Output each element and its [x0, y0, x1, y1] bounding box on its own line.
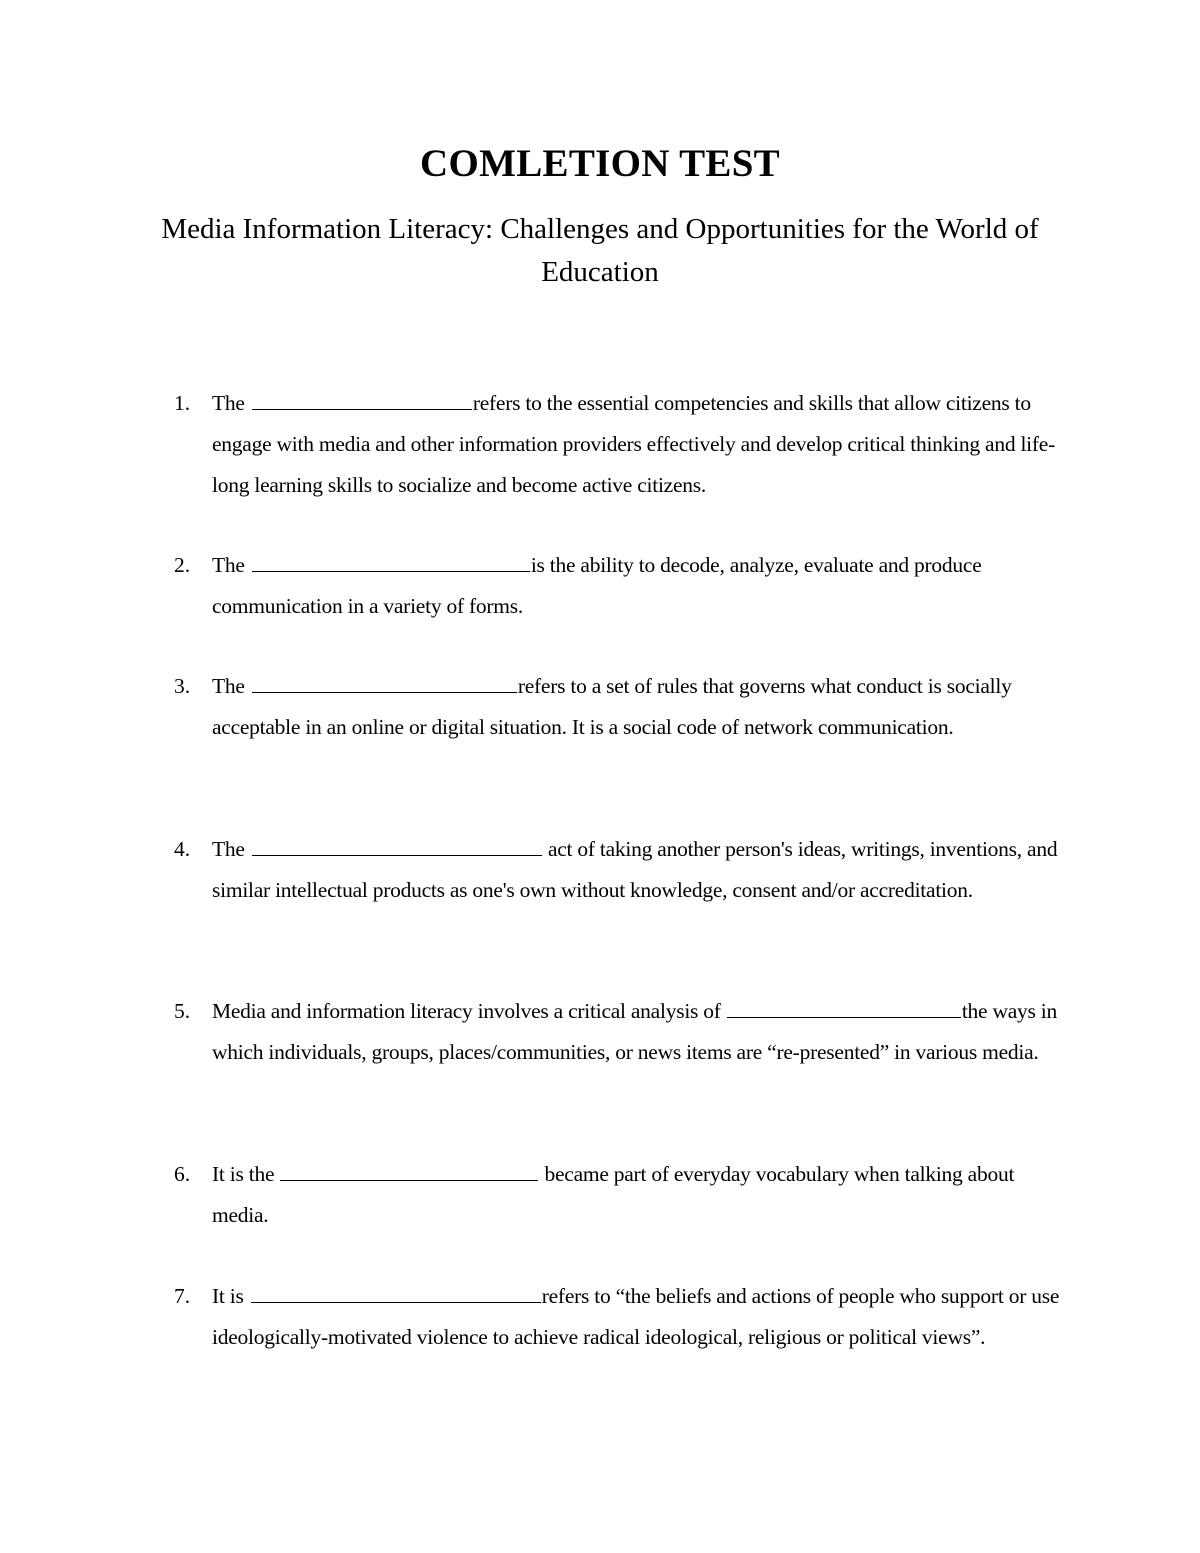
- question-text-before: It is: [212, 1284, 244, 1308]
- question-text-before: It is the: [212, 1162, 275, 1186]
- answer-blank[interactable]: [280, 1161, 538, 1181]
- question-text-before: The: [212, 391, 245, 415]
- question-text-before: The: [212, 674, 245, 698]
- answer-blank[interactable]: [252, 836, 542, 856]
- page-subtitle: Media Information Literacy: Challenges and Opportunities for the World of Education: [161, 213, 1039, 288]
- question-text-after: refers to a set of rules that governs what conduct is socially acceptable in an online or digital situation. It is a social code of network communication.: [212, 674, 1012, 739]
- answer-blank[interactable]: [727, 998, 961, 1018]
- question-text-after: is the ability to decode, analyze, evaluate and produce communication in a variety of forms.: [212, 553, 982, 618]
- question-text-after: act of taking another person's ideas, writings, inventions, and similar intellectual products as one's own without knowledge, consent and/or accreditation.: [212, 837, 1058, 902]
- question-text-before: Media and information literacy involves a critical analysis of: [212, 999, 721, 1023]
- question-text-after: became part of everyday vocabulary when talking about media.: [212, 1162, 1015, 1227]
- answer-blank[interactable]: [252, 552, 530, 572]
- question-number: 4.: [174, 837, 191, 861]
- question-text-after: the ways in which individuals, groups, places/communities, or news items are “re-presented” in various media.: [212, 999, 1058, 1064]
- question-text-before: The: [212, 837, 245, 861]
- question-text: [212, 829, 1062, 911]
- page-title: COMLETION TEST: [420, 142, 780, 185]
- answer-blank[interactable]: [251, 1283, 541, 1303]
- question-text: [212, 991, 1062, 1073]
- question-text-after: refers to the essential competencies and skills that allow citizens to engage with media and other information providers effectively and develop critical thinking and life-long learning skills to socialize and become active citizens.: [212, 391, 1056, 497]
- answer-blank[interactable]: [252, 390, 472, 410]
- question-text-before: The: [212, 553, 245, 577]
- question-text: [212, 545, 1062, 627]
- question-text: [212, 1276, 1062, 1358]
- question-text: [212, 666, 1062, 748]
- question-number: 5.: [174, 999, 191, 1023]
- question-text: [212, 383, 1062, 506]
- question-number: 1.: [174, 391, 191, 415]
- question-number: 7.: [174, 1284, 191, 1308]
- answer-blank[interactable]: [252, 673, 517, 693]
- question-text: [212, 1154, 1062, 1236]
- question-number: 6.: [174, 1162, 191, 1186]
- question-text-after: refers to “the beliefs and actions of people who support or use ideologically-motivated violence to achieve radical ideological, religious or political views”.: [212, 1284, 1060, 1349]
- question-number: 3.: [174, 674, 191, 698]
- question-number: 2.: [174, 553, 191, 577]
